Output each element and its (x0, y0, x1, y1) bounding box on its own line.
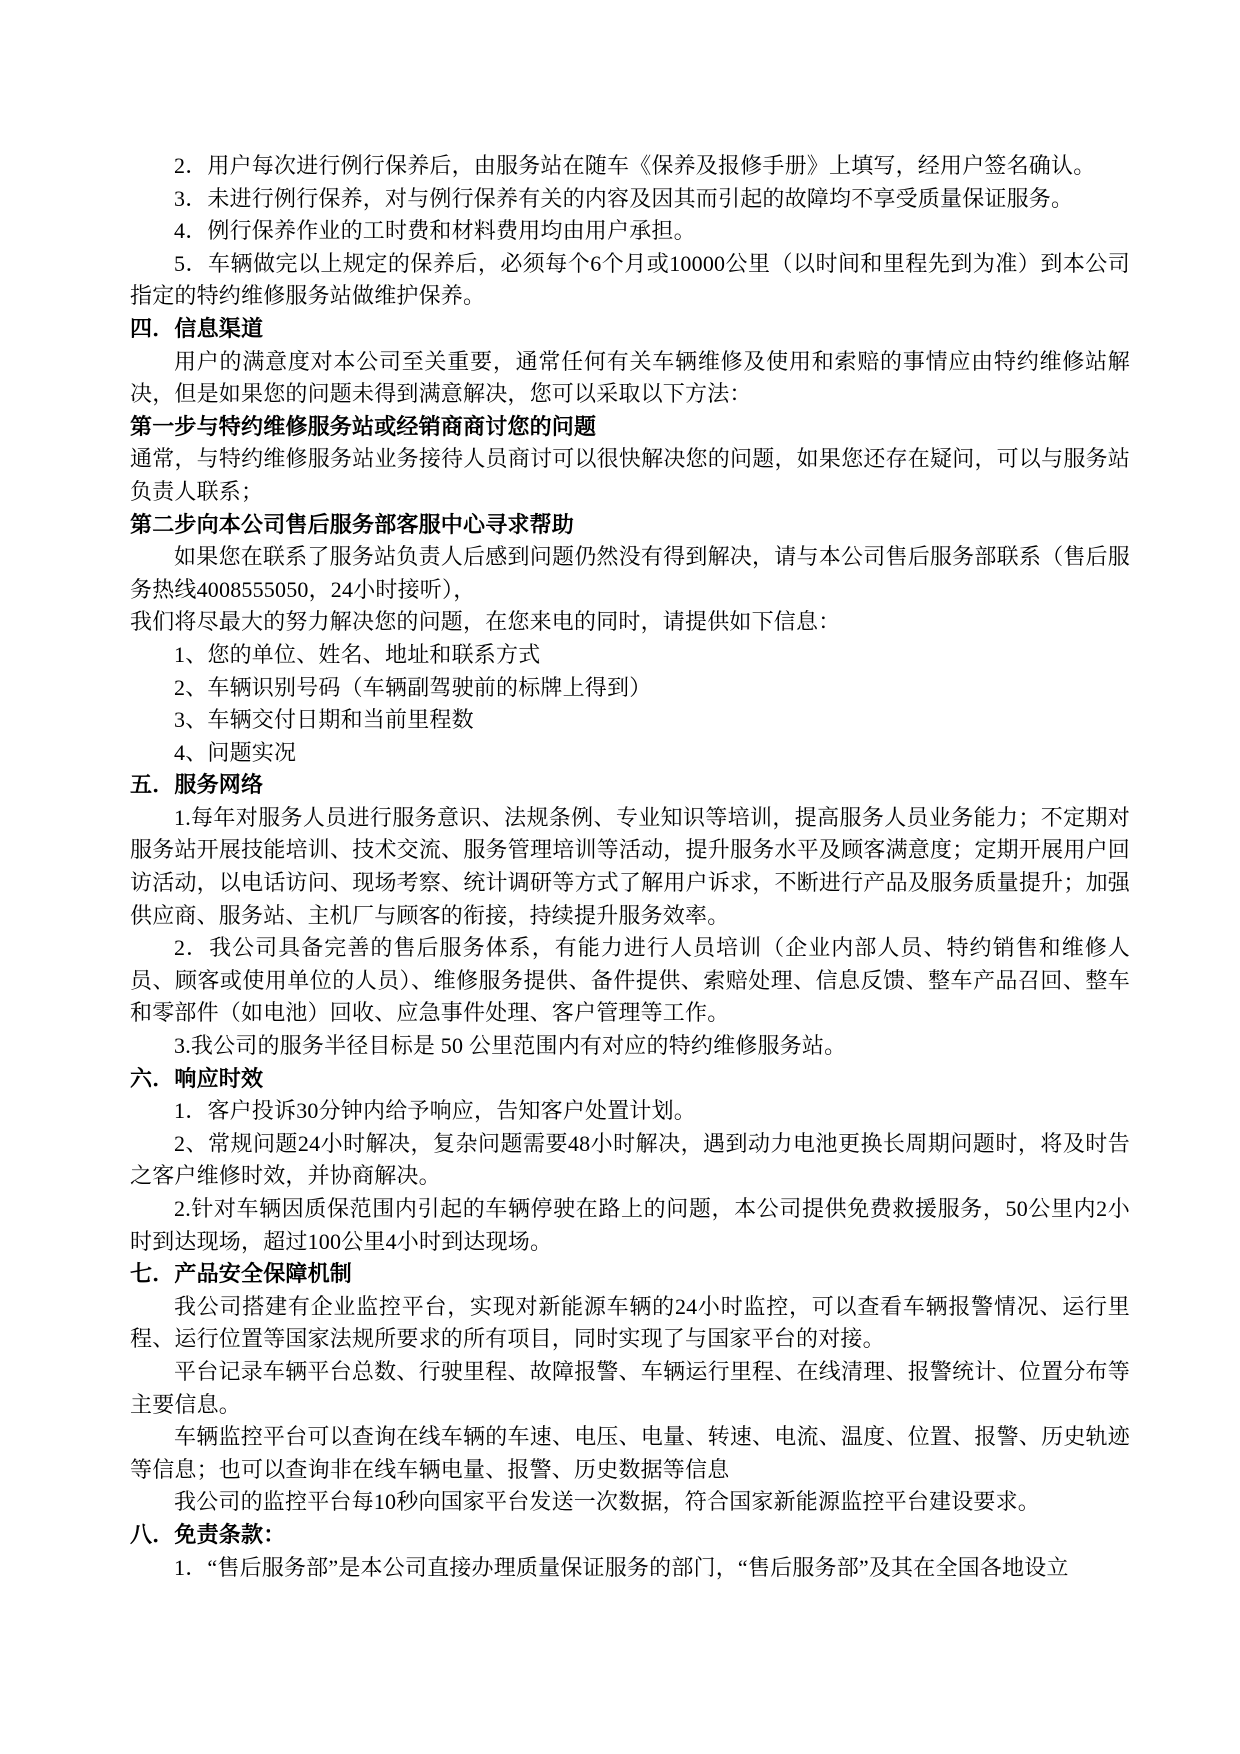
list-item: 3．未进行例行保养，对与例行保养有关的内容及因其而引起的故障均不享受质量保证服务。 (174, 185, 1074, 211)
list-item: 3、车辆交付日期和当前里程数 (174, 707, 474, 733)
list-item: 2．用户每次进行例行保养后，由服务站在随车《保养及报修手册》上填写，经用户签名确认。 (174, 153, 1096, 178)
paragraph: 1．客户投诉30分钟内给予响应，告知客户处置计划。 (174, 1098, 697, 1124)
list-item: 2、车辆识别号码（车辆副驾驶前的标牌上得到） (174, 674, 652, 700)
section-heading: 四．信息渠道 (130, 315, 264, 341)
list-item: 4．例行保养作业的工时费和材料费用均由用户承担。 (174, 218, 696, 244)
step-title: 第一步与特约维修服务站或经销商商讨您的问题 (130, 413, 597, 439)
paragraph: 通常，与特约维修服务站业务接待人员商讨可以很快解决您的问题，如果您还存在疑问，可以与服务站负责人联系； (130, 446, 1130, 504)
paragraph: 2.针对车辆因质保范围内引起的车辆停驶在路上的问题，本公司提供免费救援服务，50公里内2小时到达现场，超过100公里4小时到达现场。 (130, 1196, 1130, 1254)
paragraph: 1．“售后服务部”是本公司直接办理质量保证服务的部门，“售后服务部”及其在全国各地设立 (174, 1554, 1069, 1580)
paragraph: 平台记录车辆平台总数、行驶里程、故障报警、车辆运行里程、在线清理、报警统计、位置分布等主要信息。 (130, 1358, 1130, 1417)
section-heading: 五．服务网络 (130, 772, 264, 798)
paragraph: 3.我公司的服务半径目标是 50 公里范围内有对应的特约维修服务站。 (174, 1033, 847, 1059)
section-heading: 八．免责条款： (130, 1521, 286, 1547)
paragraph: 我公司搭建有企业监控平台，实现对新能源车辆的24小时监控，可以查看车辆报警情况、运行里程、运行位置等国家法规所要求的所有项目，同时实现了与国家平台的对接。 (130, 1293, 1130, 1352)
section-heading: 七．产品安全保障机制 (130, 1261, 353, 1287)
section-heading: 六．响应时效 (130, 1065, 264, 1091)
paragraph: 1.每年对服务人员进行服务意识、法规条例、专业知识等培训，提高服务人员业务能力；不定期对服务站开展技能培训、技术交流、服务管理培训等活动，提升服务水平及顾客满意度；定期开展用户回访活动，以电话访问、现场考察、统计调研等方式了解用户诉求，不断进行产品及服务质量提升；加强供应商、服务站、主机厂与顾客的衔接，持续提升服务效率。 (130, 804, 1130, 928)
paragraph: 我们将尽最大的努力解决您的问题，在您来电的同时，请提供如下信息： (130, 609, 841, 635)
paragraph: 车辆监控平台可以查询在线车辆的车速、电压、电量、转速、电流、温度、位置、报警、历史轨迹等信息；也可以查询非在线车辆电量、报警、历史数据等信息 (130, 1424, 1130, 1482)
paragraph: 2．我公司具备完善的售后服务体系，有能力进行人员培训（企业内部人员、特约销售和维修人员、顾客或使用单位的人员）、维修服务提供、备件提供、索赔处理、信息反馈、整车产品召回、整车和零部件（如电池）回收、应急事件处理、客户管理等工作。 (130, 935, 1130, 1026)
document-body (130, 150, 1130, 1584)
paragraph: 如果您在联系了服务站负责人后感到问题仍然没有得到解决，请与本公司售后服务部联系（售后服务热线4008555050，24小时接听）， (130, 544, 1130, 602)
paragraph: 我公司的监控平台每10秒向国家平台发送一次数据，符合国家新能源监控平台建设要求。 (174, 1489, 1041, 1515)
list-item: 1、您的单位、姓名、地址和联系方式 (174, 641, 541, 667)
paragraph: 用户的满意度对本公司至关重要，通常任何有关车辆维修及使用和索赔的事情应由特约维修站解决，但是如果您的问题未得到满意解决，您可以采取以下方法： (130, 348, 1130, 407)
paragraph: 2、常规问题24小时解决，复杂问题需要48小时解决，遇到动力电池更换长周期问题时，将及时告之客户维修时效，并协商解决。 (130, 1130, 1130, 1189)
list-item: 5．车辆做完以上规定的保养后，必须每个6个月或10000公里（以时间和里程先到为准）到本公司指定的特约维修服务站做维护保养。 (130, 250, 1130, 309)
step-title: 第二步向本公司售后服务部客服中心寻求帮助 (130, 511, 575, 537)
list-item: 4、问题实况 (174, 739, 297, 765)
